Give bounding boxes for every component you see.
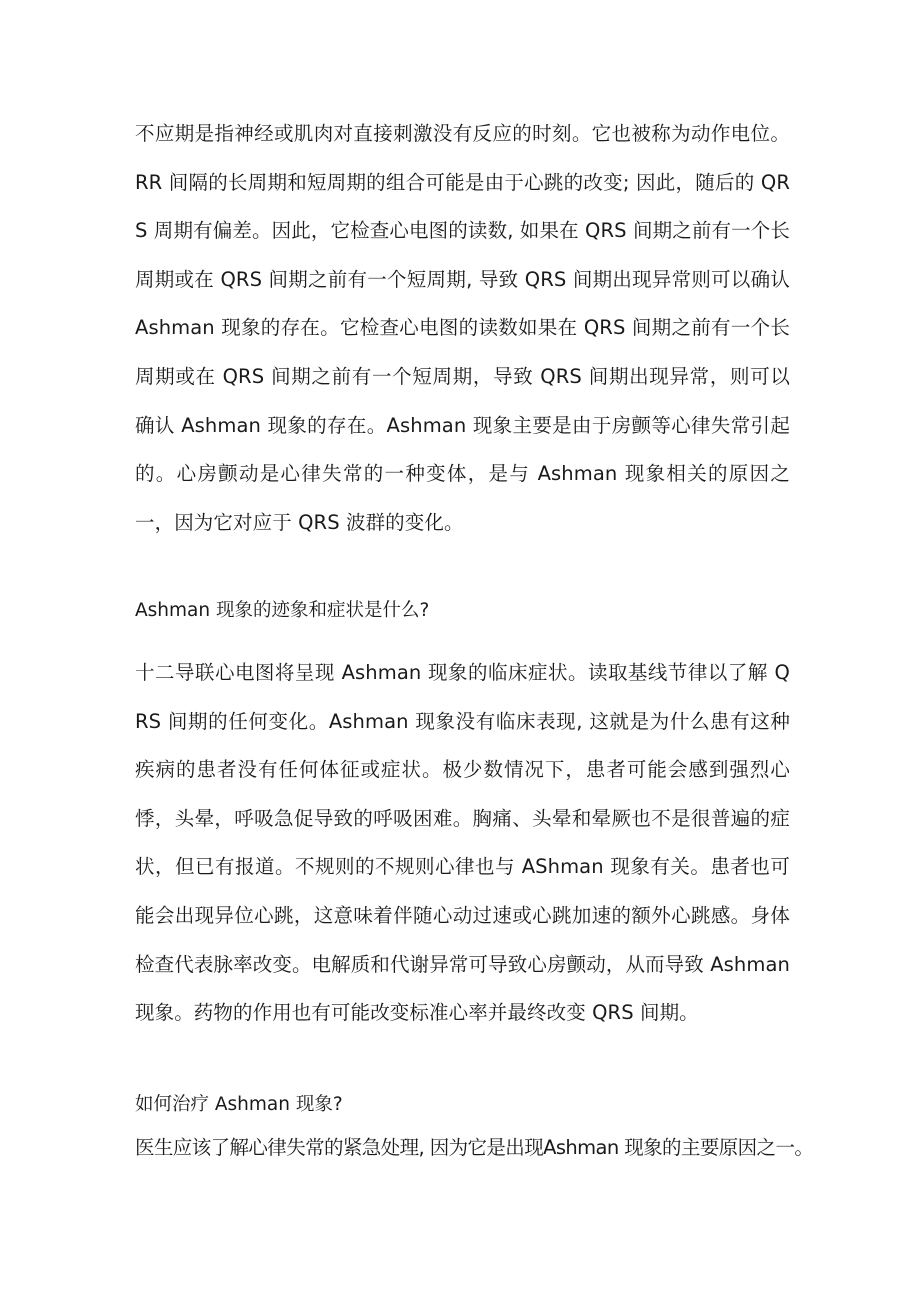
document-body xyxy=(135,110,814,1173)
symptoms-paragraph: 十二导联心电图将呈现 Ashman 现象的临床症状。读取基线节律以了解 QRS 间期的任何变化。Ashman 现象没有临床表现, 这就是为什么患有这种疾病的患者没有任何体征或症状。极少数情况下，患者可能会感到强烈心悸，头晕，呼吸急促导致的呼吸困难。胸痛、头晕和晕厥也不是很普遍的症状，但已有报道。不规则的不规则心律也与 AShman 现象有关。患者也可能会出现异位心跳，这意味着伴随心动过速或心跳加速的额外心跳感。身体检查代表脉率改变。电解质和代谢异常可导致心房颤动，从而导致 Ashman 现象。药物的作用也有可能改变标准心率并最终改变 QRS 间期。 xyxy=(135,660,790,1025)
treatment-paragraph: 医生应该了解心律失常的紧急处理, 因为它是出现Ashman 现象的主要原因之一。 xyxy=(135,1136,814,1160)
intro-paragraph: 不应期是指神经或肌肉对直接刺激没有反应的时刻。它也被称为动作电位。RR 间隔的长周期和短周期的组合可能是由于心跳的改变; 因此，随后的 QRS 周期有偏差。因此，它检查心电图的读数, 如果在 QRS 间期之前有一个长周期或在 QRS 间期之前有一个短周期, 导致 QRS 间期出现异常则可以确认 Ashman 现象的存在。它检查心电图的读数如果在 QRS 间期之前有一个长周期或在 QRS 间期之前有一个短周期，导致 QRS 间期出现异常，则可以确认 Ashman 现象的存在。Ashman 现象主要是由于房颤等心律失常引起的。心房颤动是心律失常的一种变体，是与 Ashman 现象相关的原因之一，因为它对应于 QRS 波群的变化。 xyxy=(135,122,790,534)
treatment-heading: 如何治疗 Ashman 现象? xyxy=(135,1093,343,1115)
symptoms-heading: Ashman 现象的迹象和症状是什么? xyxy=(135,600,430,622)
